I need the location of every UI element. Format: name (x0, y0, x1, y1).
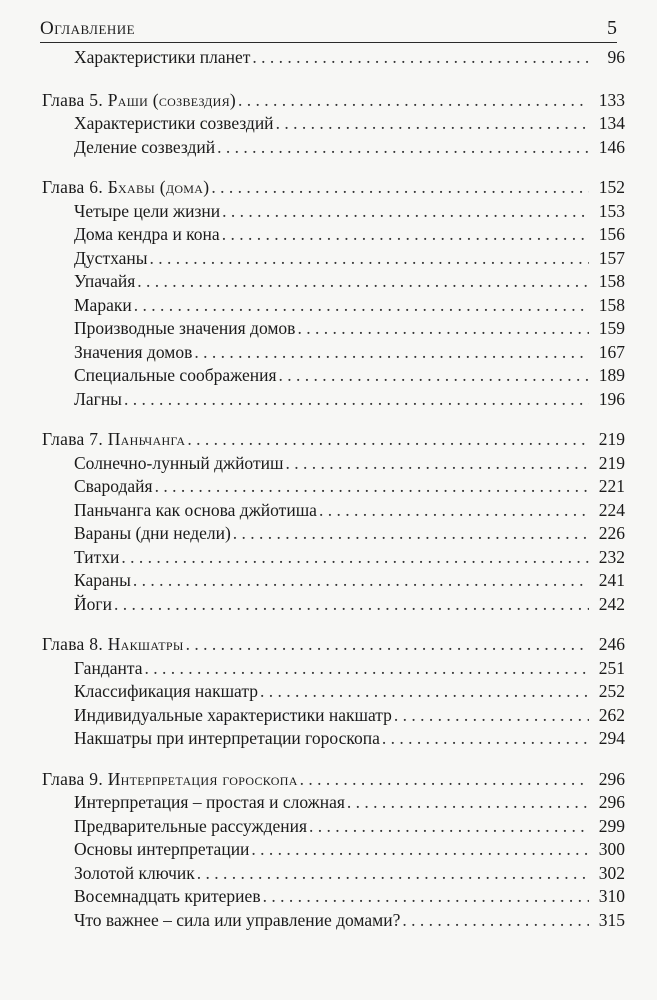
toc-entry[interactable] (42, 452, 625, 476)
chapter-prefix: Глава 8. (42, 634, 104, 654)
toc-entry-page: 251 (598, 657, 625, 678)
toc-entry-page: 315 (598, 909, 625, 930)
toc-chapter[interactable] (42, 768, 625, 792)
chapter-prefix: Глава 9. (42, 768, 104, 789)
toc-entry-label: Дома кендра и кона (74, 224, 220, 244)
leader-dots (394, 704, 589, 728)
toc-entry-label: Мараки (74, 294, 132, 315)
leader-dots (114, 593, 589, 617)
leader-dots (300, 768, 589, 792)
leader-dots (276, 112, 589, 136)
toc-entry-page: 167 (598, 341, 625, 362)
toc-entry-page: 158 (598, 271, 625, 291)
leader-dots (238, 89, 589, 113)
toc-entry-page: 302 (598, 862, 625, 883)
toc-entry-page: 242 (598, 593, 625, 614)
toc-entry-label: Деление созвездий (74, 136, 216, 157)
toc-entry[interactable] (42, 522, 625, 546)
leader-dots (155, 475, 589, 499)
table-of-contents (42, 46, 625, 932)
chapter-title: Паньчанга (107, 429, 186, 449)
toc-chapter-label (42, 89, 236, 113)
toc-chapter-page: 246 (598, 634, 625, 654)
leader-dots (211, 176, 589, 200)
toc-entry-label: Караны (74, 570, 131, 590)
toc-entry-label: Йоги (74, 593, 112, 614)
leader-dots (222, 223, 589, 247)
toc-entry[interactable] (42, 223, 625, 247)
toc-entry-page: 158 (598, 294, 625, 315)
toc-entry-label: Индивидуальные характеристики накшатр (74, 704, 392, 725)
toc-entry[interactable] (42, 294, 625, 318)
toc-entry[interactable] (42, 200, 625, 224)
leader-dots (124, 388, 589, 412)
toc-entry[interactable] (42, 46, 625, 70)
toc-chapter-label (42, 176, 209, 200)
toc-entry-label: Ганданта (74, 657, 143, 678)
toc-chapter-page: 152 (598, 177, 625, 197)
toc-entry-label: Характеристики созвездий (74, 113, 274, 133)
toc-entry-page: 219 (598, 452, 625, 473)
toc-chapter[interactable] (42, 176, 625, 200)
toc-entry-label: Четыре цели жизни (74, 200, 221, 221)
toc-entry-page: 189 (598, 365, 625, 385)
toc-entry-label: Лагны (74, 388, 122, 409)
toc-entry[interactable] (42, 838, 625, 862)
leader-dots (297, 317, 589, 341)
leader-dots (251, 838, 589, 862)
toc-entry-page: 252 (598, 681, 625, 701)
leader-dots (252, 46, 589, 70)
toc-entry-label: Золотой ключик (74, 862, 195, 883)
toc-chapter-page: 133 (598, 89, 625, 110)
toc-entry[interactable] (42, 317, 625, 341)
leader-dots (319, 499, 589, 523)
leader-dots (347, 791, 589, 815)
toc-entry[interactable] (42, 388, 625, 412)
toc-entry[interactable] (42, 499, 625, 523)
leader-dots (263, 885, 589, 909)
leader-dots (150, 247, 589, 271)
toc-chapter-label (42, 633, 184, 657)
toc-entry-label: Титхи (74, 546, 120, 567)
leader-dots (233, 522, 589, 546)
toc-entry[interactable] (42, 727, 625, 751)
toc-entry-label: Значения домов (74, 341, 193, 362)
toc-entry-label: Дустханы (74, 247, 148, 268)
toc-entry-label: Паньчанга как основа джйотиша (74, 499, 317, 520)
toc-entry-label: Упачайя (74, 271, 136, 291)
toc-entry[interactable] (42, 704, 625, 728)
toc-entry-page: 196 (598, 388, 625, 409)
toc-entry-page: 157 (598, 247, 625, 268)
chapter-title: Раши (созвездия) (107, 89, 237, 110)
toc-entry-label: Производные значения домов (74, 318, 296, 338)
toc-chapter-label (42, 428, 185, 452)
chapter-title: Интерпретация гороскопа (107, 768, 298, 789)
leader-dots (197, 862, 589, 886)
leader-dots (187, 428, 589, 452)
leader-dots (309, 815, 589, 839)
toc-entry-page: 221 (598, 476, 625, 496)
toc-entry-page: 241 (598, 570, 625, 590)
toc-entry-label: Характеристики планет (74, 47, 251, 67)
chapter-title: Бхавы (дома) (107, 177, 210, 197)
toc-entry-page: 153 (598, 200, 625, 221)
toc-entry-label: Интерпретация – простая и сложная (74, 792, 345, 812)
toc-chapter-page: 219 (598, 429, 625, 449)
toc-entry-label: Свародайя (74, 476, 153, 496)
leader-dots (194, 341, 589, 365)
toc-entry-label: Что важнее – сила или управление домами? (74, 909, 401, 930)
toc-entry[interactable] (42, 546, 625, 570)
leader-dots (402, 909, 589, 933)
running-header (40, 12, 617, 43)
toc-entry-page: 299 (598, 815, 625, 836)
toc-entry-label: Солнечно-лунный джйотиш (74, 452, 284, 473)
leader-dots (382, 727, 589, 751)
leader-dots (121, 546, 589, 570)
toc-entry-label: Специальные соображения (74, 365, 277, 385)
leader-dots (134, 294, 589, 318)
toc-entry-label: Вараны (дни недели) (74, 523, 231, 543)
toc-chapter-label (42, 768, 298, 792)
leader-dots (222, 200, 589, 224)
toc-entry-page: 156 (598, 224, 625, 244)
chapter-prefix: Глава 5. (42, 89, 104, 110)
toc-entry[interactable] (42, 593, 625, 617)
leader-dots (217, 136, 589, 160)
toc-entry[interactable] (42, 909, 625, 933)
header-page-number: 5 (607, 17, 617, 39)
toc-chapter[interactable] (42, 89, 625, 113)
toc-entry-label: Восемнадцать критериев (74, 886, 261, 906)
toc-entry-label: Предварительные рассуждения (74, 815, 308, 836)
toc-chapter[interactable] (42, 428, 625, 452)
toc-entry-page: 226 (598, 523, 625, 543)
toc-entry[interactable] (42, 815, 625, 839)
toc-entry-page: 296 (598, 792, 625, 812)
toc-entry-page: 146 (598, 136, 625, 157)
toc-entry-page: 159 (598, 318, 625, 338)
header-title: Оглавление (40, 18, 136, 39)
leader-dots (260, 680, 589, 704)
toc-entry-page: 300 (598, 839, 625, 859)
chapter-prefix: Глава 6. (42, 177, 104, 197)
toc-entry-page: 294 (598, 728, 625, 748)
toc-entry[interactable] (42, 475, 625, 499)
toc-entry[interactable] (42, 270, 625, 294)
toc-entry[interactable] (42, 862, 625, 886)
toc-chapter-page: 296 (598, 768, 625, 789)
toc-entry[interactable] (42, 136, 625, 160)
toc-entry-page: 232 (598, 546, 625, 567)
toc-entry[interactable] (42, 791, 625, 815)
toc-entry-label: Основы интерпретации (74, 839, 250, 859)
leader-dots (285, 452, 589, 476)
toc-entry[interactable] (42, 657, 625, 681)
toc-chapter[interactable] (42, 633, 625, 657)
leader-dots (133, 569, 589, 593)
leader-dots (279, 364, 589, 388)
toc-entry[interactable] (42, 569, 625, 593)
toc-entry[interactable] (42, 364, 625, 388)
leader-dots (186, 633, 589, 657)
toc-entry-label: Классификация накшатр (74, 681, 258, 701)
toc-entry-page: 224 (598, 499, 625, 520)
toc-entry-page: 96 (607, 47, 625, 67)
leader-dots (137, 270, 589, 294)
toc-entry[interactable] (42, 885, 625, 909)
toc-entry-label: Накшатры при интерпретации гороскопа (74, 728, 380, 748)
leader-dots (144, 657, 589, 681)
toc-entry[interactable] (42, 247, 625, 271)
toc-entry-page: 262 (598, 704, 625, 725)
toc-entry[interactable] (42, 680, 625, 704)
chapter-title: Накшатры (107, 634, 184, 654)
toc-entry-page: 310 (598, 886, 625, 906)
chapter-prefix: Глава 7. (42, 429, 104, 449)
toc-entry-page: 134 (598, 113, 625, 133)
toc-entry[interactable] (42, 341, 625, 365)
toc-entry[interactable] (42, 112, 625, 136)
